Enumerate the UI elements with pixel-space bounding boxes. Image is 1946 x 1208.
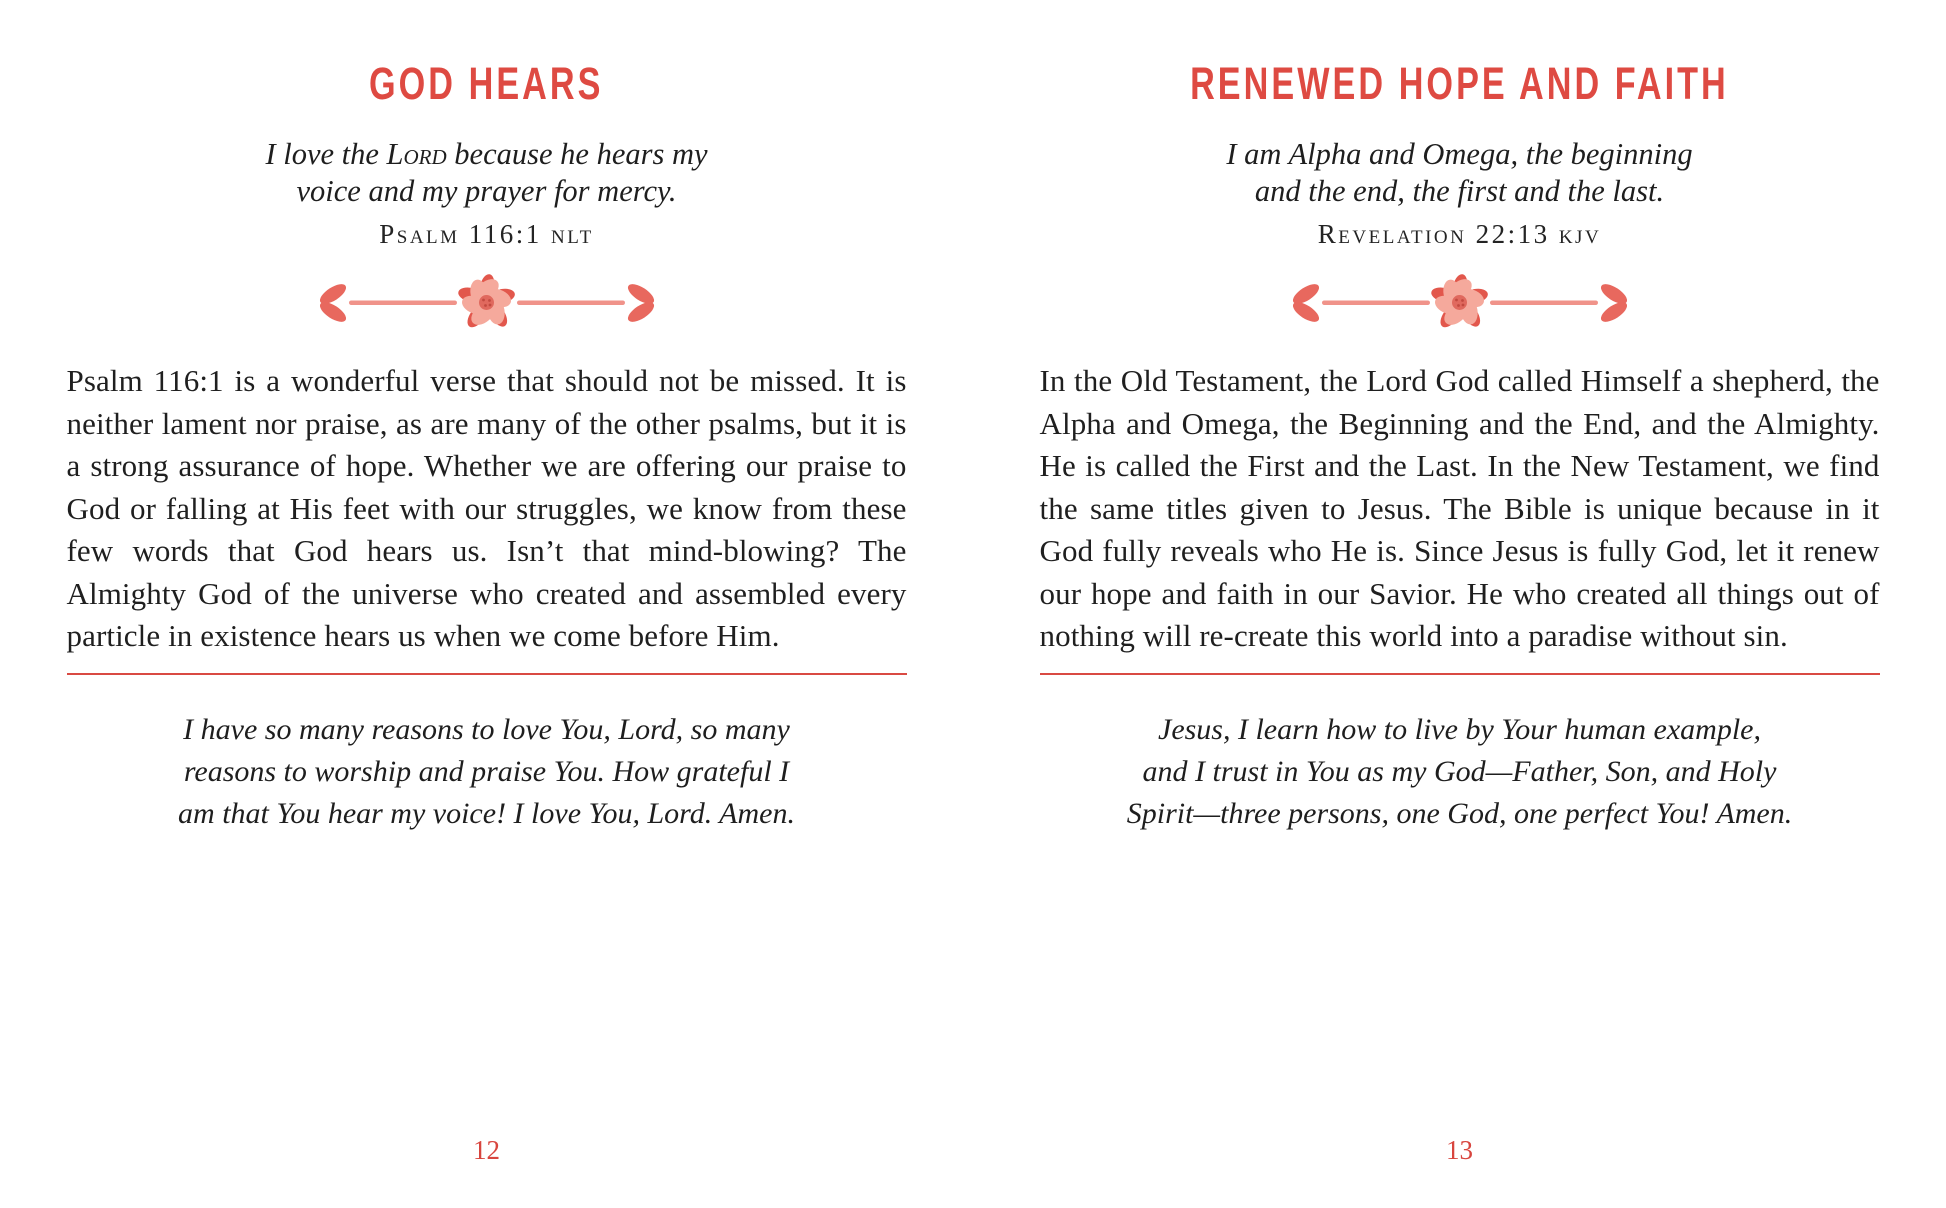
scripture-line-2: voice and my prayer for mercy. bbox=[296, 174, 677, 208]
prayer-line: and I trust in You as my God—Father, Son, and Holy bbox=[1142, 754, 1777, 788]
devotion-body-left: Psalm 116:1 is a wonderful verse that should not be missed. It is neither lament nor praise, as are many of the other psalms, but it is a strong assurance of hope. Whether we are offering our praise to God or falling at His feet with our struggles, we know from these few words that God hears us. Isn’t that mind-blowing? The Almighty God of the universe who created and assembled every particle in existence hears us when we come before Him. bbox=[66, 363, 907, 653]
prayer-line: Jesus, I learn how to live by Your human example, bbox=[1158, 712, 1761, 746]
divider-rule-left bbox=[67, 673, 907, 675]
scripture-line-2: and the end, the first and the last. bbox=[1254, 174, 1665, 208]
scripture-line-1: I love the Lord because he hears my bbox=[265, 137, 708, 171]
prayer-line: am that You hear my voice! I love You, Lord. Amen. bbox=[178, 796, 795, 830]
prayer-line: Spirit—three persons, one God, one perfect You! Amen. bbox=[1126, 796, 1793, 830]
devotion-body-right: In the Old Testament, the Lord God called Himself a shepherd, the Alpha and Omega, the Beginning and the End, and the Almighty. He is called the First and the Last. In the New Testament, we find the same titles given to Jesus. The Bible is unique because in it God fully reveals who He is. Since Jesus is fully God, let it renew our hope and faith in our Savior. He who created all things out of nothing will re-create this world into a paradise without sin. bbox=[1039, 363, 1880, 653]
scripture-quote-left bbox=[67, 136, 907, 210]
prayer-left bbox=[67, 709, 907, 835]
devotion-title-right bbox=[1040, 58, 1880, 110]
prayer-line: I have so many reasons to love You, Lord, so many bbox=[183, 712, 790, 746]
page-number-right: 13 bbox=[1446, 1135, 1473, 1165]
scripture-reference-left: Psalm 116:1 nlt bbox=[379, 219, 594, 249]
scripture-quote-right bbox=[1040, 136, 1880, 210]
lord-smallcaps: Lord bbox=[386, 137, 447, 171]
prayer-line: reasons to worship and praise You. How grateful I bbox=[183, 754, 790, 788]
scripture-line-1: I am Alpha and Omega, the beginning bbox=[1226, 137, 1693, 171]
divider-rule-right bbox=[1040, 673, 1880, 675]
left-page-column bbox=[67, 58, 907, 835]
devotion-title-left-text: GOD HEARS bbox=[369, 58, 604, 109]
scripture-reference-right: Revelation 22:13 kjv bbox=[1317, 219, 1602, 249]
prayer-right bbox=[1040, 709, 1880, 835]
right-page bbox=[973, 0, 1946, 1208]
right-page-column bbox=[1040, 58, 1880, 835]
flower-arrow-divider-icon bbox=[67, 272, 907, 334]
devotion-title-left bbox=[67, 58, 907, 110]
devotion-title-right-text: RENEWED HOPE AND FAITH bbox=[1190, 58, 1729, 109]
page-number-left: 12 bbox=[473, 1135, 500, 1165]
flower-arrow-divider-icon bbox=[1040, 272, 1880, 334]
